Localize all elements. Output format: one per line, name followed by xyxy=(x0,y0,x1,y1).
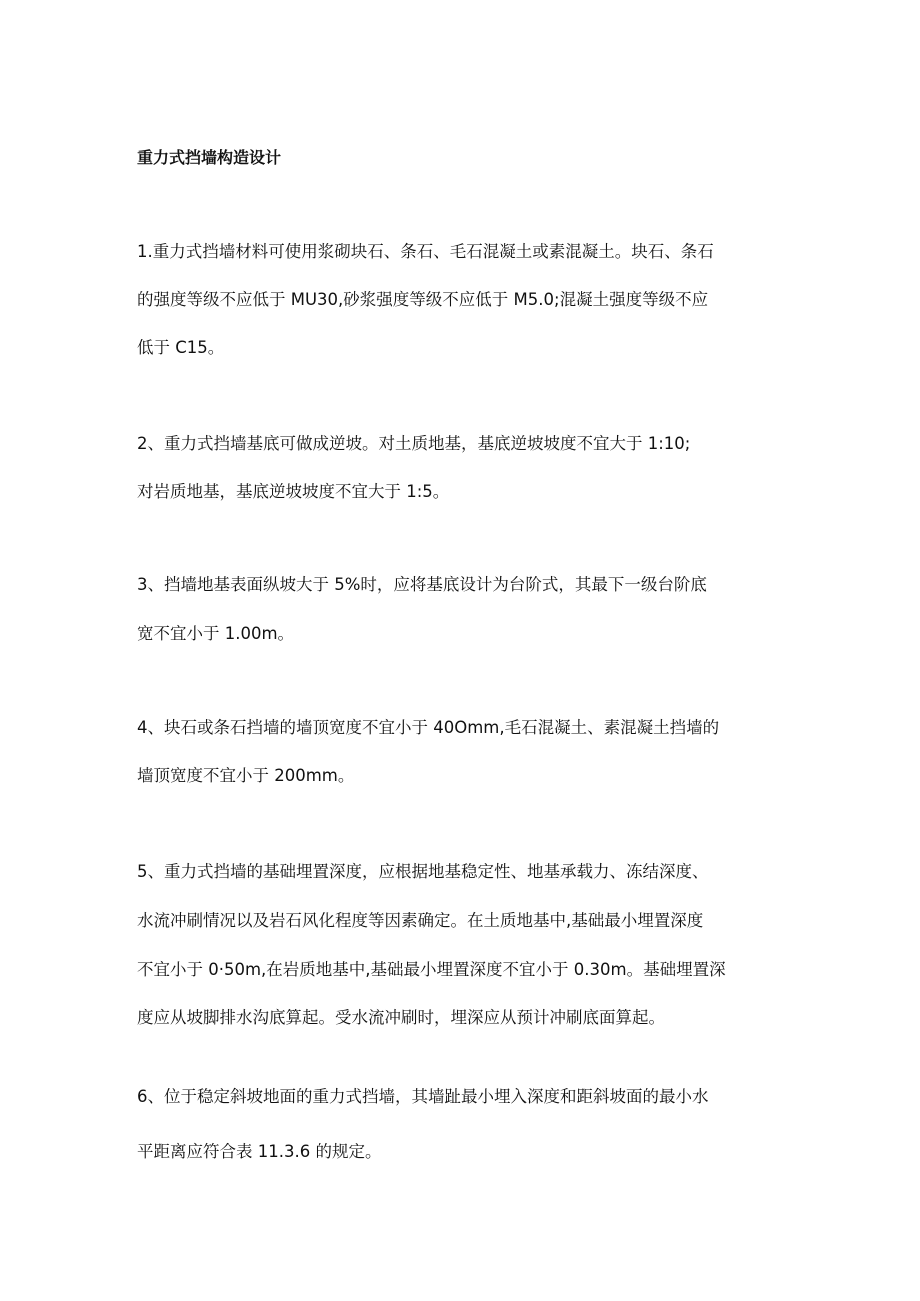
paragraph-line: 3、挡墙地基表面纵坡大于 5%时，应将基底设计为台阶式，其最下一级台阶底 xyxy=(137,575,707,594)
paragraph-line: 4、块石或条石挡墙的墙顶宽度不宜小于 40Omm,毛石混凝土、素混凝土挡墙的 xyxy=(137,718,720,737)
paragraph-line: 的强度等级不应低于 MU30,砂浆强度等级不应低于 M5.0;混凝土强度等级不应 xyxy=(137,290,709,309)
paragraph-line: 宽不宜小于 1.00m。 xyxy=(137,624,295,643)
paragraph-line: 墙顶宽度不宜小于 200mm。 xyxy=(137,766,355,785)
paragraph-line: 水流冲刷情况以及岩石风化程度等因素确定。在土质地基中,基础最小埋置深度 xyxy=(137,911,704,930)
paragraph-line: 平距离应符合表 11.3.6 的规定。 xyxy=(137,1142,382,1161)
document-title: 重力式挡墙构造设计 xyxy=(137,148,282,167)
paragraph-line: 低于 C15。 xyxy=(137,338,225,357)
paragraph-line: 5、重力式挡墙的基础埋置深度，应根据地基稳定性、地基承载力、冻结深度、 xyxy=(137,862,709,881)
paragraph-line: 1.重力式挡墙材料可使用浆砌块石、条石、毛石混凝土或素混凝土。块石、条石 xyxy=(137,242,714,261)
paragraph-line: 对岩质地基，基底逆坡坡度不宜大于 1:5。 xyxy=(137,482,450,501)
paragraph-line: 不宜小于 0·50m,在岩质地基中,基础最小埋置深度不宜小于 0.30m。基础埋置深 xyxy=(137,960,726,979)
paragraph-line: 度应从坡脚排水沟底算起。受水流冲刷时，埋深应从预计冲刷底面算起。 xyxy=(137,1008,665,1027)
paragraph-line: 6、位于稳定斜坡地面的重力式挡墙，其墙趾最小埋入深度和距斜坡面的最小水 xyxy=(137,1087,709,1106)
paragraph-line: 2、重力式挡墙基底可做成逆坡。对土质地基，基底逆坡坡度不宜大于 1:10; xyxy=(137,434,691,453)
